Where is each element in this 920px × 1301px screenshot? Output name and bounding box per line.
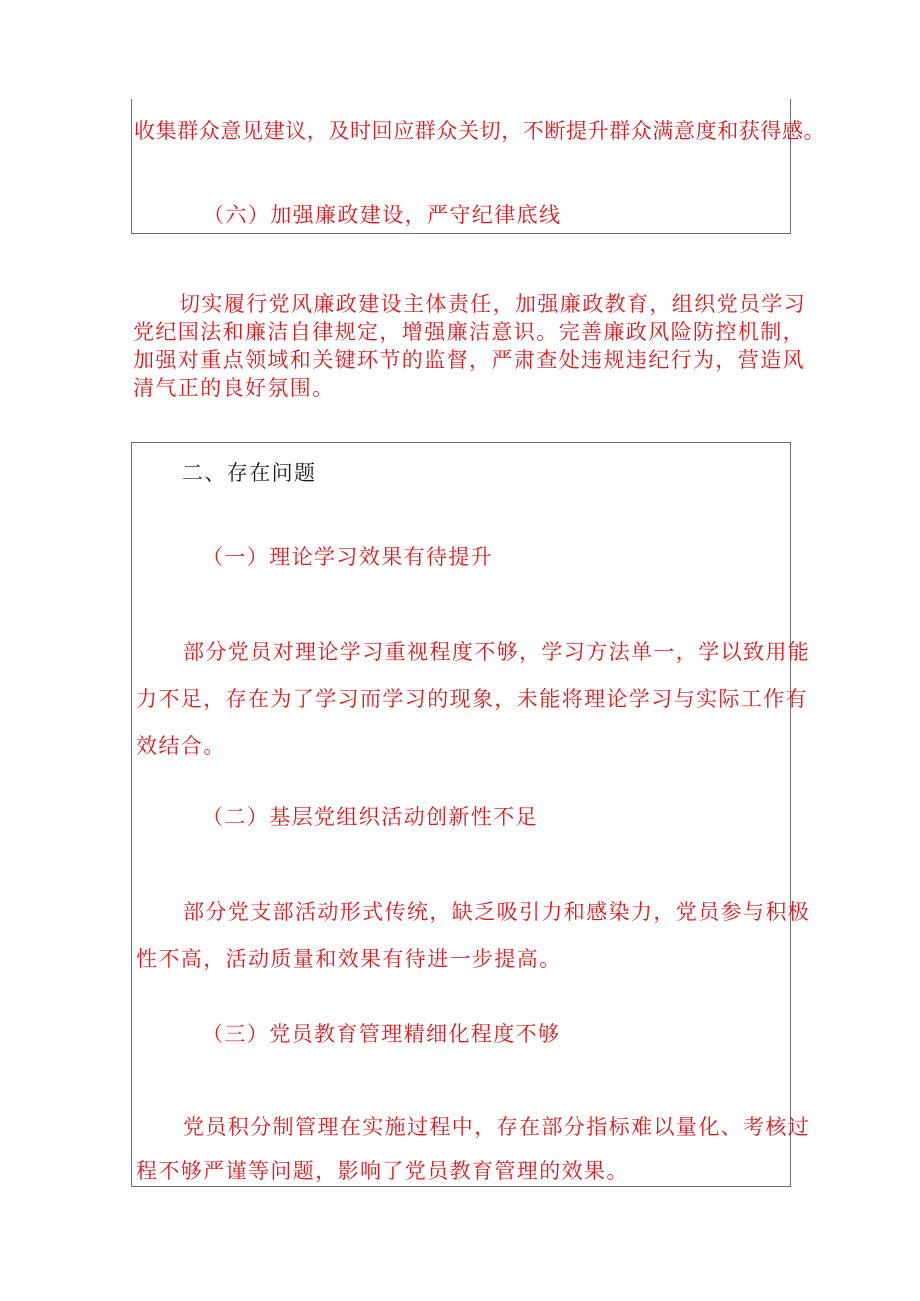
issue-paragraph-1 [136,629,810,770]
issue-heading-1: （一）理论学习效果有待提升 [202,545,494,569]
paragraph-line: 力不足，存在为了学习而学习的现象，未能将理论学习与实际工作有 [136,687,808,711]
section-heading-6: （六）加强廉政建设，严守纪律底线 [203,203,562,227]
top-text-box [131,99,826,234]
issue-paragraph-3 [136,1105,810,1193]
paragraph-line: 部分党员对理论学习重视程度不够，学习方法单一，学以致用能 [183,640,811,664]
issue-paragraph-2 [136,889,810,983]
section-title: 二、存在问题 [182,461,317,485]
paragraph-line: 性不高，活动质量和效果有待进一步提高。 [136,947,562,971]
issue-heading-3: （三）党员教育管理精细化程度不够 [202,1022,561,1046]
paragraph-line: 清气正的良好氛围。 [133,376,335,400]
bottom-text-box [131,442,811,1187]
paragraph-line: 加强对重点领域和关键环节的监督，严肃查处违规违纪行为，营造风 [133,348,805,372]
paragraph-line: 切实履行党风廉政建设主体责任，加强廉政教育，组织党员学习 [179,292,807,316]
paragraph-line: 程不够严谨等问题，影响了党员教育管理的效果。 [136,1159,629,1183]
issue-heading-2: （二）基层党组织活动创新性不足 [202,805,538,829]
middle-paragraph [133,290,806,402]
paragraph-line: 部分党支部活动形式传统，缺乏吸引力和感染力，党员参与积极 [183,900,811,924]
top-box-line: 收集群众意见建议，及时回应群众关切，不断提升群众满意度和获得感。 [134,119,826,143]
paragraph-line: 效结合。 [136,734,226,758]
paragraph-line: 党员积分制管理在实施过程中，存在部分指标难以量化、考核过 [183,1115,811,1139]
paragraph-line: 党纪国法和廉洁自律规定，增强廉洁意识。完善廉政风险防控机制， [133,320,805,344]
